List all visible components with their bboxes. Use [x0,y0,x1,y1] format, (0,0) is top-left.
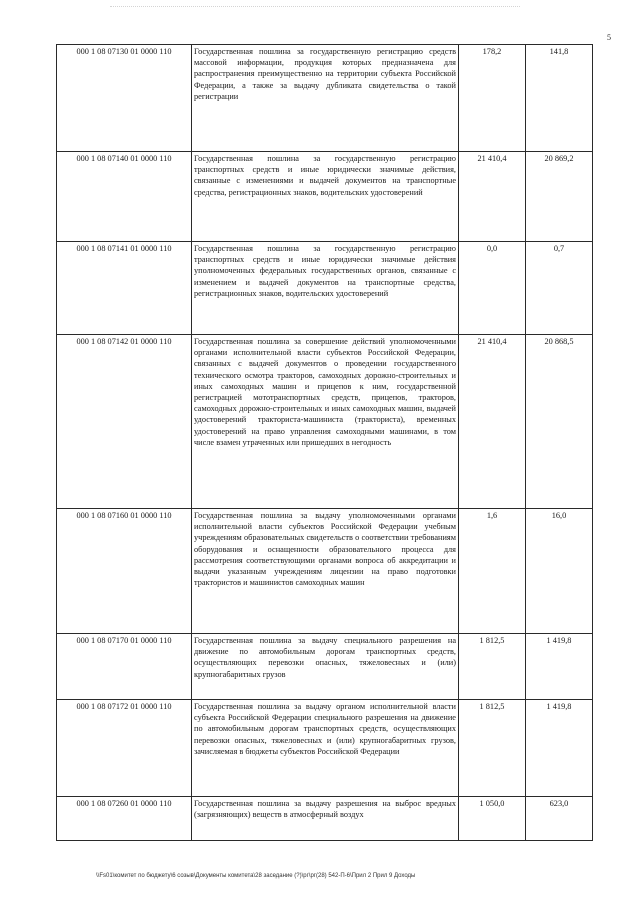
table-row [57,242,593,335]
revenue-name: Государственная пошлина за выдачу специального разрешения на движение по автомобильным дорогам транспортных средств, осуществляющих перевозки опасных, тяжеловесных и (или) крупногабаритных грузов [192,634,459,700]
revenue-name: Государственная пошлина за государственную регистрацию транспортных средств и иные юридически значимые действия уполномоченных федеральных государственных органов, связанные с изменением и выдачей документов на транспортные средства, регистрационных знаков, водительских удостоверений [192,242,459,335]
value-actual: 16,0 [526,509,593,634]
value-actual: 20 868,5 [526,335,593,509]
table-row [57,700,593,797]
table-row [57,797,593,841]
budget-code: 000 1 08 07170 01 0000 110 [57,634,192,700]
table-row [57,335,593,509]
scan-noise-line [110,6,520,9]
table-row [57,634,593,700]
revenue-name: Государственная пошлина за выдачу уполномоченными органами исполнительной власти субъектов Российской Федерации учебным учреждениям образовательных свидетельств о соответствии требованиям оборудования и оснащенности образовательного процесса для рассмотрения соответствующими органами вопроса об аккредитации и выдачи указанным учреждениям лицензии на право подготовки трактористов и машинистов самоходных машин [192,509,459,634]
budget-code: 000 1 08 07172 01 0000 110 [57,700,192,797]
budget-code: 000 1 08 07130 01 0000 110 [57,45,192,152]
value-actual: 623,0 [526,797,593,841]
value-plan: 1 812,5 [459,700,526,797]
value-actual: 1 419,8 [526,700,593,797]
budget-code: 000 1 08 07141 01 0000 110 [57,242,192,335]
value-actual: 20 869,2 [526,152,593,242]
revenue-name: Государственная пошлина за государственную регистрацию средств массовой информации, продукция которых предназначена для распространения преимущественно на территории субъекта Российской Федерации, а также за выдачу дубликата свидетельства о такой регистрации [192,45,459,152]
value-plan: 21 410,4 [459,335,526,509]
budget-code: 000 1 08 07140 01 0000 110 [57,152,192,242]
value-actual: 0,7 [526,242,593,335]
value-plan: 1,6 [459,509,526,634]
value-actual: 141,8 [526,45,593,152]
revenue-name: Государственная пошлина за совершение действий уполномоченными органами исполнительной власти субъектов Российской Федерации, связанных с выдачей документов о проведении государственного технического осмотра тракторов, самоходных дорожно-строительных и иных самоходных машин и прицепов к ним, государственной регистрацией мототранспортных средств, прицепов, тракторов, самоходных дорожно-строительных и иных самоходных машин, выдачей удостоверений тракториста-машиниста (тракториста), временных удостоверений на право управления самоходными машинами, в том числе взамен утраченных или пришедших в негодность [192,335,459,509]
revenue-name: Государственная пошлина за государственную регистрацию транспортных средств и иные юридически значимые действия, связанные с изменениями и выдачей документов на транспортные средства, регистрационных знаков, водительских удостоверений [192,152,459,242]
file-path-footer: \\Fs01\комитет по бюджету\6 созыв\Документы комитета\28 заседание (?)\рг\рг(28) 542-П-6\Прил 2 Прил 9 Доходы [96,873,416,879]
revenue-table [56,44,593,841]
budget-code: 000 1 08 07142 01 0000 110 [57,335,192,509]
page-number: 5 [607,33,611,42]
value-plan: 1 812,5 [459,634,526,700]
table-row [57,152,593,242]
value-plan: 0,0 [459,242,526,335]
value-plan: 21 410,4 [459,152,526,242]
table-row [57,45,593,152]
budget-code: 000 1 08 07160 01 0000 110 [57,509,192,634]
value-actual: 1 419,8 [526,634,593,700]
table-row [57,509,593,634]
revenue-name: Государственная пошлина за выдачу органом исполнительной власти субъекта Российской Федерации специального разрешения на движение по автомобильным дорогам транспортных средств, осуществляющих перевозки опасных, тяжеловесных и (или) крупногабаритных грузов, зачисляемая в бюджеты субъектов Российской Федерации [192,700,459,797]
value-plan: 1 050,0 [459,797,526,841]
value-plan: 178,2 [459,45,526,152]
revenue-name: Государственная пошлина за выдачу разрешения на выброс вредных (загрязняющих) веществ в атмосферный воздух [192,797,459,841]
budget-code: 000 1 08 07260 01 0000 110 [57,797,192,841]
